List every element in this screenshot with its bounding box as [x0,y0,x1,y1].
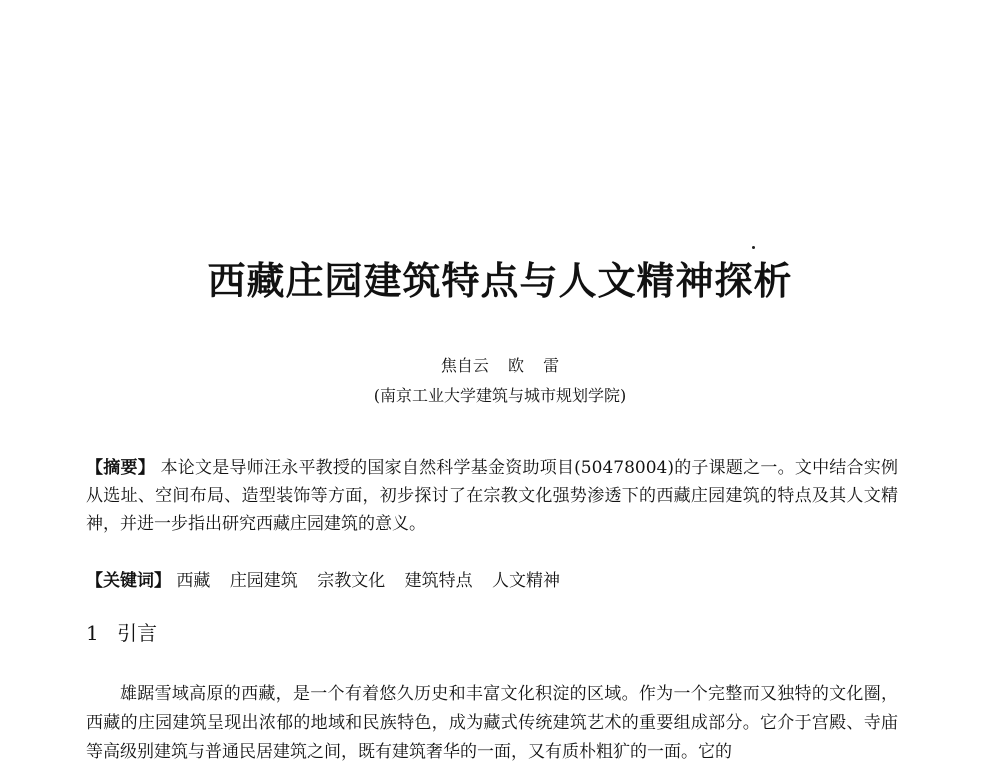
scan-speck [752,246,755,249]
authors: 焦自云 欧 雷 [440,356,560,375]
keyword-item: 宗教文化 [317,571,386,591]
abstract [86,454,898,538]
abstract-text: 本论文是导师汪永平教授的国家自然科学基金资助项目(50478004)的子课题之一。文中结合实例从选址、空间布局、造型装饰等方面，初步探讨了在宗教文化强势渗透下的西藏庄园建筑的特点及其人文精神，并进一步指出研究西藏庄园建筑的意义。 [86,458,898,534]
section-title: 引言 [117,621,158,645]
keyword-item: 建筑特点 [404,571,473,591]
keyword-item: 庄园建筑 [229,571,298,591]
keywords-label: 【关键词】 [86,571,171,591]
keywords [86,568,898,594]
keyword-item: 人文精神 [492,571,561,591]
keyword-item: 西藏 [176,571,211,591]
section-number: 1 [86,621,99,645]
paper-title: 西藏庄园建筑特点与人文精神探析 [207,259,793,303]
affiliation: (南京工业大学建筑与城市规划学院) [373,386,627,405]
abstract-label: 【摘要】 [86,458,155,478]
body-paragraph: 雄踞雪域高原的西藏，是一个有着悠久历史和丰富文化积淀的区域。作为一个完整而又独特的文化圈，西藏的庄园建筑呈现出浓郁的地域和民族特色，成为藏式传统建筑艺术的重要组成部分。它介于宫殿、寺庙等高级别建筑与普通民居建筑之间，既有建筑奢华的一面，又有质朴粗犷的一面。它的 [86,684,898,762]
section-heading [86,618,157,648]
